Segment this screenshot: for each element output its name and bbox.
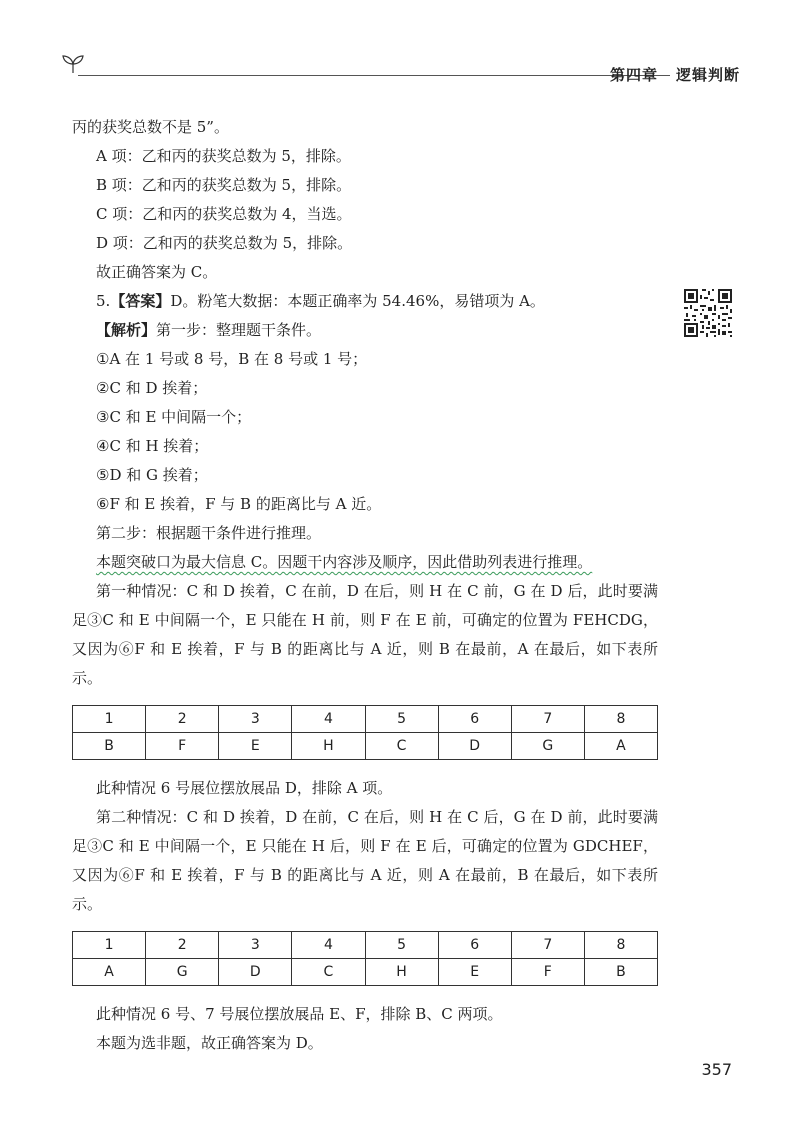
option-c-line: C 项：乙和丙的获奖总数为 4，当选。 — [96, 205, 352, 223]
table-cell: 5 — [365, 932, 438, 959]
table-cell: C — [365, 733, 438, 760]
table-cell: F — [511, 959, 584, 986]
table-cell: C — [292, 959, 365, 986]
table-cell: E — [438, 959, 511, 986]
table-cell: A — [73, 959, 146, 986]
condition-6: ⑥F 和 E 挨着，F 与 B 的距离比与 A 近。 — [96, 495, 382, 513]
final-answer: 本题为选非题，故正确答案为 D。 — [96, 1034, 323, 1052]
breakthrough-line — [72, 548, 658, 577]
breakthrough-text: 本题突破口为最大信息 C。因题干内容涉及顺序，因此借助列表进行推理。 — [96, 553, 593, 571]
sprout-icon — [60, 54, 86, 74]
condition-4: ④C 和 H 挨着； — [96, 437, 209, 455]
condition-5: ⑤D 和 G 挨着； — [96, 466, 208, 484]
table-cell: 3 — [219, 706, 292, 733]
text-line: 丙的获奖总数不是 5”。 — [72, 118, 229, 136]
question-number: 5. — [96, 292, 111, 310]
table-cell: 7 — [511, 932, 584, 959]
condition-1: ①A 在 1 号或 8 号，B 在 8 号或 1 号； — [96, 350, 368, 368]
condition-2: ②C 和 D 挨着； — [96, 379, 208, 397]
condition-3: ③C 和 E 中间隔一个； — [96, 408, 252, 426]
page-number: 357 — [701, 1060, 732, 1079]
table-cell: 8 — [584, 932, 657, 959]
table-case-1 — [72, 705, 658, 760]
page-header — [60, 48, 740, 88]
case-2-paragraph: 第二种情况：C 和 D 挨着，D 在前，C 在后，则 H 在 C 后，G 在 D 前，此时要满足③C 和 E 中间隔一个，E 只能在 H 后，则 F 在 E 后，可确定的位置为 GDCHEF，又因为⑥F 和 E 挨着，F 与 B 的距离比与 A 近，则 A 在最前，B 在最后，如下表所示。 — [72, 808, 658, 913]
table-cell: A — [584, 733, 657, 760]
chapter-label: 第四章 — [609, 66, 658, 84]
table-header-row — [73, 706, 658, 733]
analysis-line — [72, 316, 658, 345]
header-rule — [78, 75, 670, 76]
qr-code-icon[interactable] — [682, 287, 734, 339]
table-cell: G — [146, 959, 219, 986]
option-d-line: D 项：乙和丙的获奖总数为 5，排除。 — [96, 234, 353, 252]
table-cell: D — [438, 733, 511, 760]
table-cell: 6 — [438, 932, 511, 959]
table-cell: F — [146, 733, 219, 760]
table-cell: H — [365, 959, 438, 986]
table-cell: 1 — [73, 706, 146, 733]
table-cell: 2 — [146, 706, 219, 733]
case-1-paragraph: 第一种情况：C 和 D 挨着，C 在前，D 在后，则 H 在 C 前，G 在 D 后，此时要满足③C 和 E 中间隔一个，E 只能在 H 前，则 F 在 E 前，可确定的位置为 FEHCDG，又因为⑥F 和 E 挨着，F 与 B 的距离比与 A 近，则 B 在最前，A 在最后，如下表所示。 — [72, 582, 658, 687]
chapter-heading — [610, 64, 740, 85]
table-cell: E — [219, 733, 292, 760]
case-2-result: 此种情况 6 号、7 号展位摆放展品 E、F，排除 B、C 两项。 — [96, 1005, 503, 1023]
table-cell: 2 — [146, 932, 219, 959]
table-cell: 5 — [365, 706, 438, 733]
answer-text: D。粉笔大数据：本题正确率为 54.46%，易错项为 A。 — [170, 292, 545, 310]
table-cell: 3 — [219, 932, 292, 959]
chapter-title: 逻辑判断 — [675, 66, 740, 84]
case-1-result: 此种情况 6 号展位摆放展品 D，排除 A 项。 — [96, 779, 393, 797]
page-body — [72, 113, 658, 1058]
table-cell: D — [219, 959, 292, 986]
question-5-answer — [72, 287, 658, 316]
table-cell: 7 — [511, 706, 584, 733]
table-cell: 4 — [292, 932, 365, 959]
table-header-row — [73, 932, 658, 959]
analysis-tag: 【解析】 — [96, 321, 157, 339]
table-row — [73, 959, 658, 986]
answer-line: 故正确答案为 C。 — [96, 263, 218, 281]
table-row — [73, 733, 658, 760]
table-case-2 — [72, 931, 658, 986]
table-cell: G — [511, 733, 584, 760]
step-2-line: 第二步：根据题干条件进行推理。 — [96, 524, 322, 542]
table-cell: B — [584, 959, 657, 986]
table-cell: H — [292, 733, 365, 760]
option-b-line: B 项：乙和丙的获奖总数为 5，排除。 — [96, 176, 352, 194]
analysis-text: 第一步：整理题干条件。 — [156, 321, 322, 339]
table-cell: 8 — [584, 706, 657, 733]
table-cell: B — [73, 733, 146, 760]
table-cell: 4 — [292, 706, 365, 733]
table-cell: 6 — [438, 706, 511, 733]
option-a-line: A 项：乙和丙的获奖总数为 5，排除。 — [96, 147, 351, 165]
table-cell: 1 — [73, 932, 146, 959]
answer-tag: 【答案】 — [110, 292, 171, 310]
